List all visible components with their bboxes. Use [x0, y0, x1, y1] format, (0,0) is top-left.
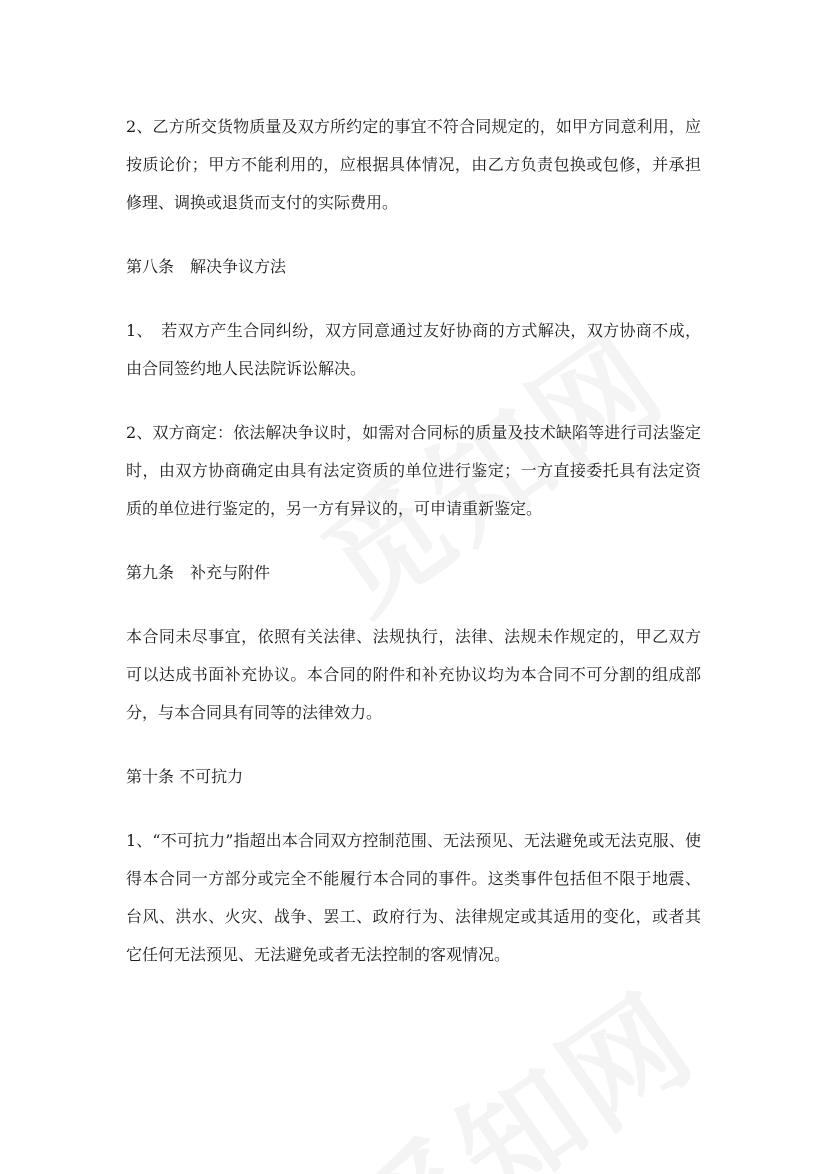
paragraph-supplementary-agreement: 本合同未尽事宜，依照有关法律、法规执行，法律、法规未作规定的，甲乙双方可以达成书面补充协议。本合同的附件和补充协议均为本合同不可分割的组成部分，与本合同具有同等的法律效力。 [126, 627, 701, 722]
paragraph-quality-replacement: 2、乙方所交货物质量及双方所约定的事宜不符合同规定的，如甲方同意利用，应按质论价；甲方不能利用的，应根据具体情况，由乙方负责包换或包修，并承担修理、调换或退货而支付的实际费用。 [126, 117, 701, 212]
paragraph-judicial-appraisal: 2、双方商定：依法解决争议时，如需对合同标的质量及技术缺陷等进行司法鉴定时，由双方协商确定由具有法定资质的单位进行鉴定；一方直接委托具有法定资质的单位进行鉴定的，另一方有异议的，可申请重新鉴定。 [126, 423, 701, 518]
document-body [126, 108, 701, 1000]
paragraph-dispute-negotiation: 1、 若双方产生合同纠纷，双方同意通过友好协商的方式解决，双方协商不成，由合同签约地人民法院诉讼解决。 [126, 321, 701, 378]
article-9-heading: 第九条 补充与附件 [126, 563, 271, 582]
paragraph-force-majeure-definition: 1、“不可抗力”指超出本合同双方控制范围、无法预见、无法避免或无法克服、使得本合同一方部分或完全不能履行本合同的事件。这类事件包括但不限于地震、台风、洪水、火灾、战争、罢工、政府行为、法律规定或其适用的变化，或者其它任何无法预见、无法避免或者无法控制的客观情况。 [126, 831, 701, 964]
article-10-heading: 第十条 不可抗力 [126, 767, 244, 786]
article-8-heading: 第八条 解决争议方法 [126, 257, 287, 276]
